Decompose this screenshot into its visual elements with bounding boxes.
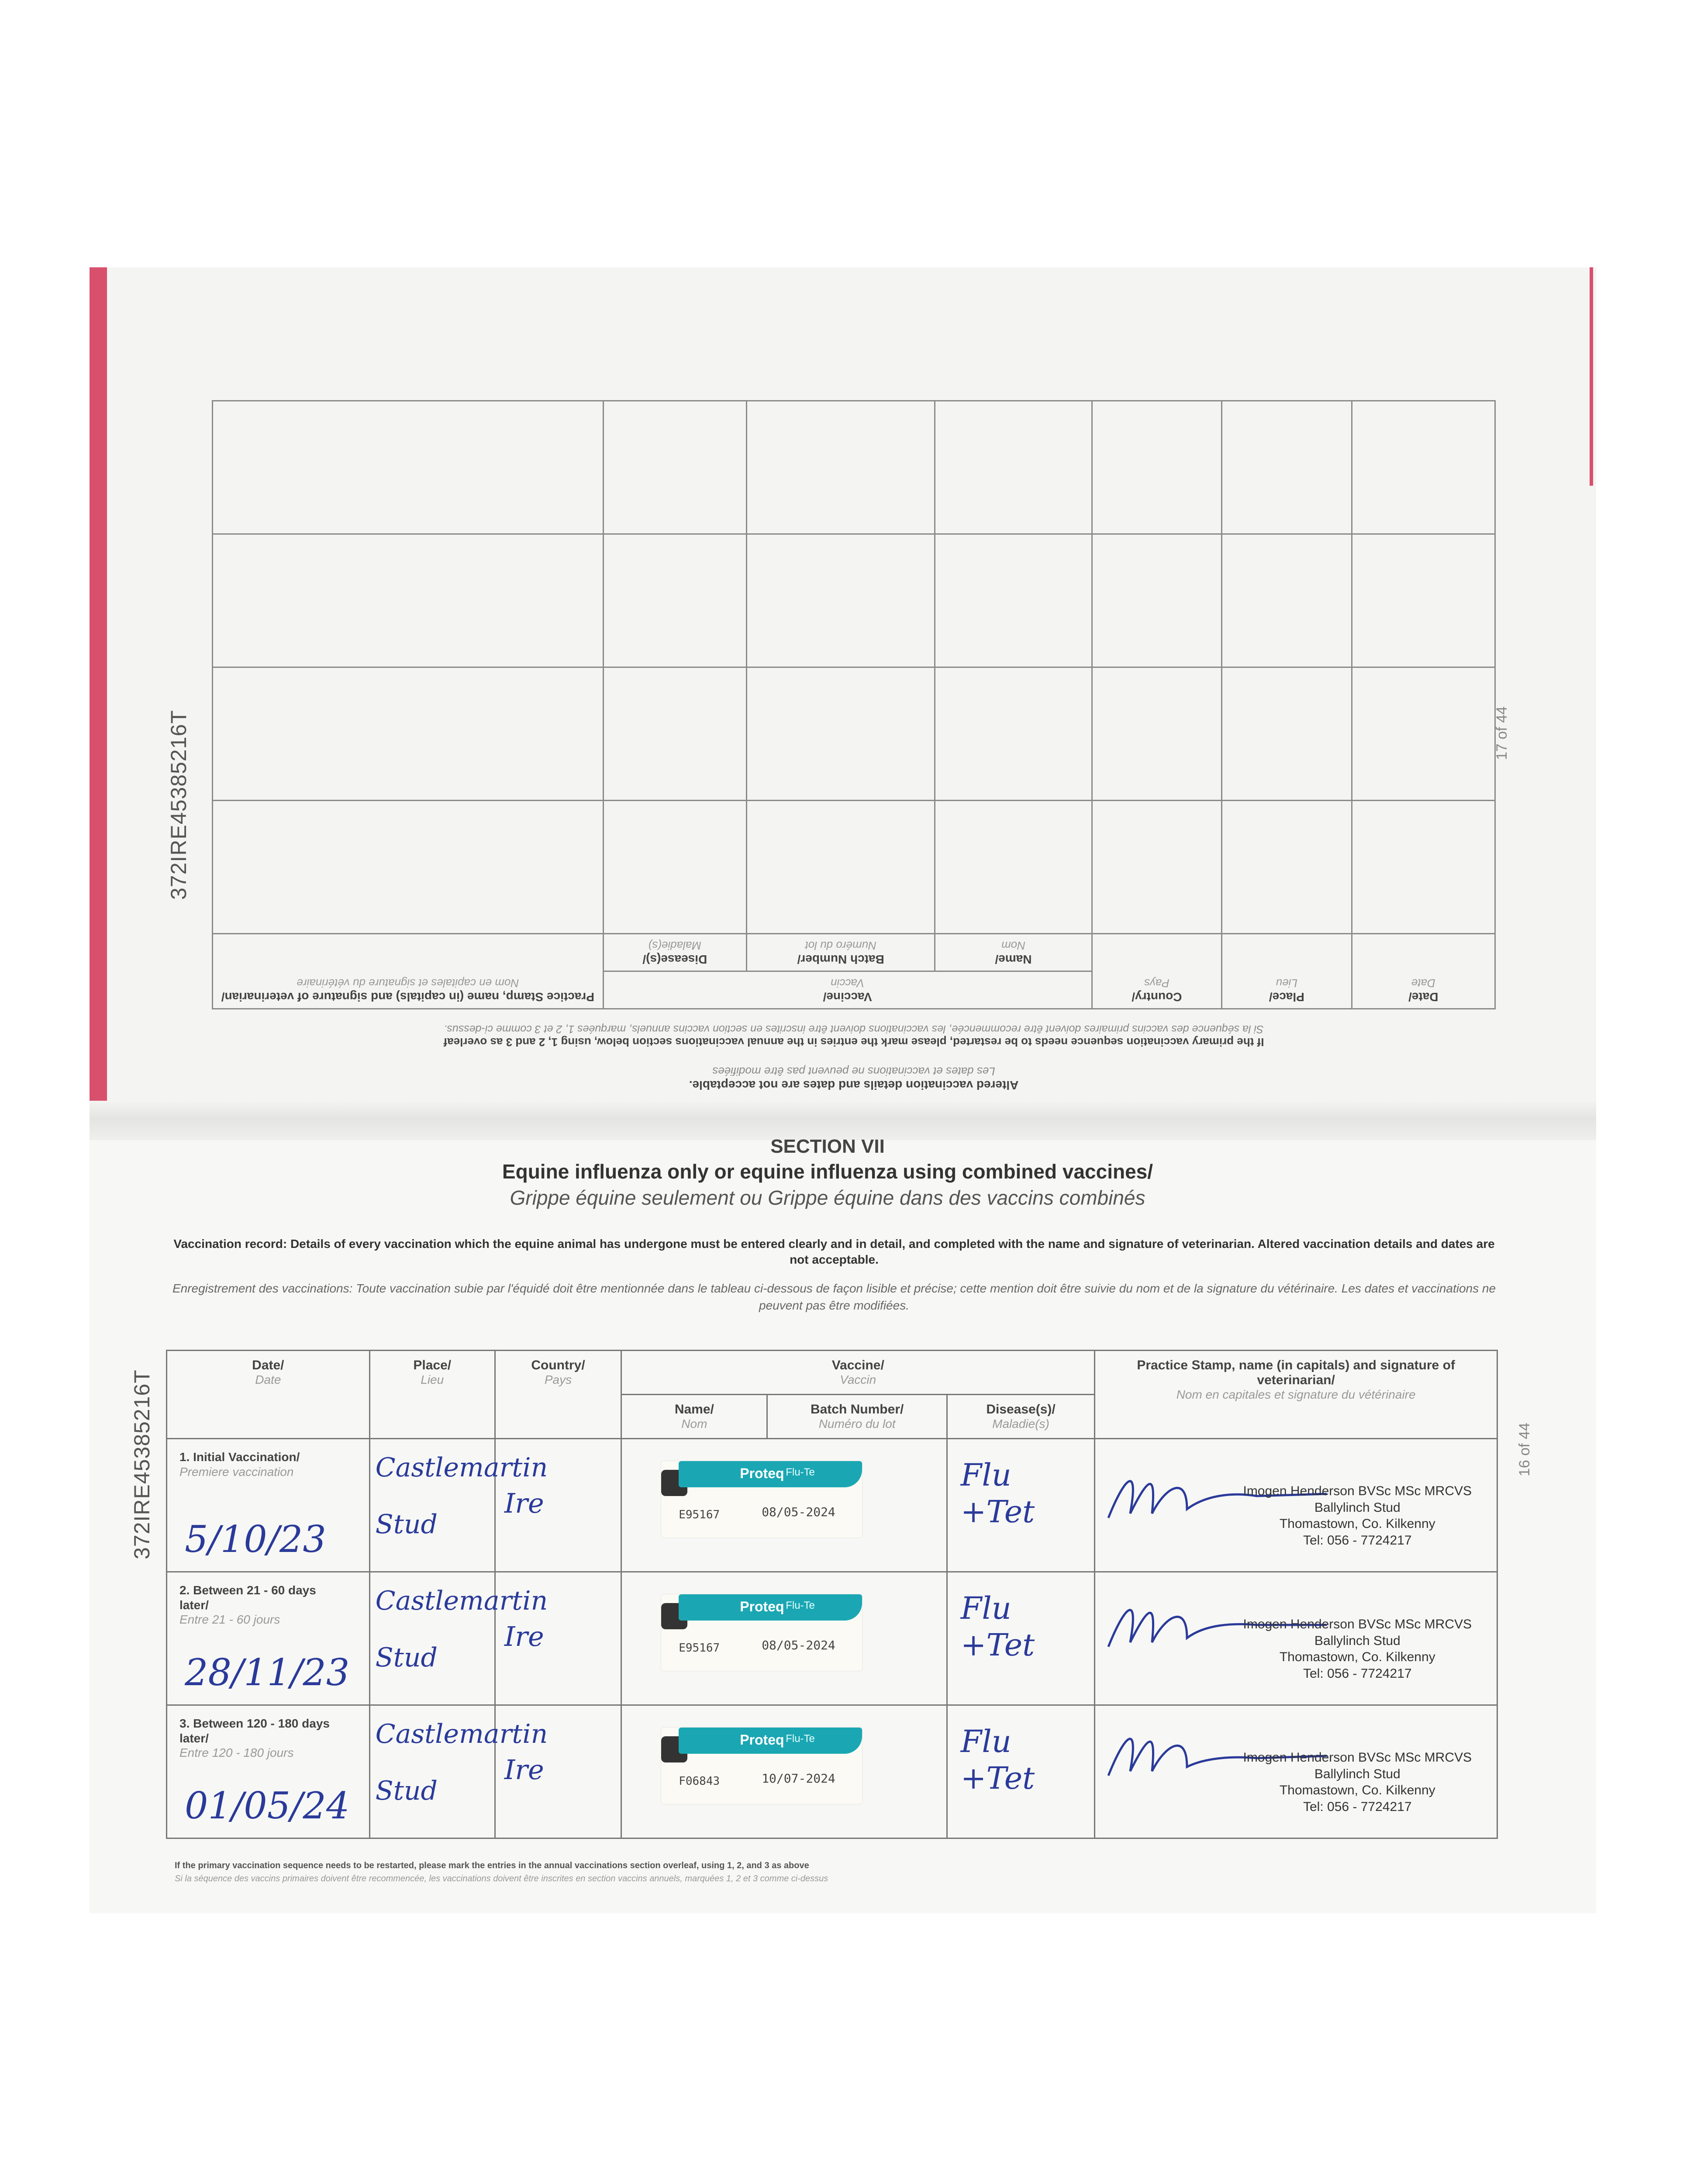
country-cell (495, 1705, 621, 1838)
vet-name: Imogen Henderson BVSc MSc MRCVS (1243, 1750, 1472, 1765)
step-label: 1. Initial Vaccination/ Premiere vaccination (179, 1450, 300, 1479)
vaccine-sticker-cell (621, 1439, 947, 1572)
col-vaccine: Vaccine/ Vaccin (621, 1351, 1095, 1395)
col-disease: Disease(s)/ Maladie(s) (947, 1395, 1094, 1439)
upside-col-place: Place/ Lieu (1222, 934, 1352, 1009)
record-intro: Vaccination record: Details of every vaccination which the equine animal has undergone must be entered clearly and in detail, and completed with the name and signature of veterinarian. Altered vaccination details and dates are not acceptable. (173, 1237, 1495, 1267)
sticker-lot: E95167 (679, 1508, 720, 1521)
upside-content (207, 400, 1496, 1092)
date-cell (167, 1439, 370, 1572)
upside-altered-note-fr: Les dates et vaccinations ne peuvent pas être modifiées (712, 1065, 995, 1078)
passport-cover-edge-right (1590, 267, 1593, 486)
vet-practice: Ballylinch Stud (1314, 1766, 1401, 1781)
disease-cell (947, 1439, 1094, 1572)
vaccine-sticker (661, 1728, 862, 1804)
handwritten-place: Castlemartin (375, 1452, 548, 1483)
table-row (167, 1572, 1497, 1705)
handwritten-date: 28/11/23 (185, 1651, 350, 1694)
passport-cover-edge (90, 267, 107, 1127)
upside-col-country: Country/ Pays (1092, 934, 1222, 1009)
sticker-brand: Proteq (740, 1465, 784, 1481)
upside-row (213, 534, 1495, 667)
handwritten-place-2: Stud (375, 1509, 438, 1540)
vet-address: Thomastown, Co. Kilkenny (1279, 1517, 1435, 1531)
passport-spine (90, 1101, 1596, 1140)
col-batch: Batch Number/ Numéro du lot (767, 1395, 947, 1439)
vaccine-sticker (661, 1594, 862, 1671)
sticker-expiry: 08/05-2024 (762, 1638, 835, 1652)
vet-tel: Tel: 056 - 7724217 (1303, 1799, 1412, 1814)
date-cell (167, 1705, 370, 1838)
upside-down-page (90, 267, 1596, 1127)
disease-cell (947, 1705, 1094, 1838)
col-name: Name/ Nom (621, 1395, 767, 1439)
handwritten-disease: Flu +Tet (960, 1457, 1035, 1530)
record-intro-fr: Enregistrement des vaccinations: Toute vaccination subie par l'équidé doit être mentionnée dans le tableau ci-dessous de façon lisible et précise; cette mention doit être suivie du nom et de la signature du vétérinaire. Les dates et vaccinations ne peuvent pas être modifiées. (172, 1282, 1496, 1313)
upside-notes (212, 1023, 1496, 1092)
upside-col-batch: Batch Number/ Numéro du lot (747, 934, 935, 971)
upside-altered-note: Altered vaccination details and dates are not acceptable. (689, 1078, 1019, 1092)
vet-practice: Ballylinch Stud (1314, 1500, 1401, 1515)
sticker-expiry: 08/05-2024 (762, 1505, 835, 1519)
page-number-16: 16 of 44 (1516, 1423, 1533, 1476)
handwritten-country: Ire (504, 1621, 544, 1652)
sticker-brand-sub: Flu-Te (786, 1466, 815, 1478)
handwritten-disease: Flu +Tet (960, 1724, 1035, 1796)
vaccine-sticker-cell (621, 1572, 947, 1705)
sticker-lot: E95167 (679, 1641, 720, 1655)
vet-practice: Ballylinch Stud (1314, 1633, 1401, 1648)
handwritten-place: Castlemartin (375, 1586, 548, 1616)
table-row (167, 1439, 1497, 1572)
upside-row (213, 801, 1495, 934)
footnote-fr: Si la séquence des vaccins primaires doivent être recommencée, les vaccinations doivent être inscrites en section vaccins annuels, marquées 1, 2 et 3 comme ci-dessus (175, 1874, 828, 1883)
passport-page-17 (90, 267, 1596, 1127)
vet-stamp (1235, 1749, 1480, 1815)
section-subtitle-fr: Grippe équine seulement ou Grippe équine dans des vaccins combinés (510, 1186, 1145, 1209)
country-cell (495, 1439, 621, 1572)
col-stamp: Practice Stamp, name (in capitals) and signature of veterinarian/ Nom en capitales et signature du vétérinaire (1095, 1351, 1497, 1439)
sticker-expiry: 10/07-2024 (762, 1771, 835, 1786)
sticker-brand-sub: Flu-Te (786, 1733, 815, 1745)
vet-address: Thomastown, Co. Kilkenny (1279, 1783, 1435, 1797)
handwritten-disease: Flu +Tet (960, 1590, 1035, 1663)
col-place: Place/ Lieu (369, 1351, 495, 1439)
handwritten-country: Ire (504, 1754, 544, 1786)
upside-row (213, 401, 1495, 534)
col-date: Date/ Date (167, 1351, 370, 1439)
vaccination-table (166, 1350, 1498, 1839)
footnote: If the primary vaccination sequence needs to be restarted, please mark the entries in the annual vaccinations section overleaf, using 1, 2, and 3 as above (175, 1861, 809, 1870)
handwritten-place-2: Stud (375, 1642, 438, 1673)
sticker-brand: Proteq (740, 1599, 784, 1614)
sticker-brand-sub: Flu-Te (786, 1600, 815, 1611)
stamp-cell (1095, 1439, 1497, 1572)
vet-stamp (1235, 1483, 1480, 1548)
passport-id-top: 372IRE45385216T (166, 710, 191, 900)
vet-name: Imogen Henderson BVSc MSc MRCVS (1243, 1484, 1472, 1498)
handwritten-date: 5/10/23 (185, 1518, 326, 1561)
sticker-lot: F06843 (679, 1775, 720, 1788)
handwritten-date: 01/05/24 (185, 1784, 350, 1827)
upside-row (213, 667, 1495, 801)
stamp-cell (1095, 1572, 1497, 1705)
country-cell (495, 1572, 621, 1705)
handwritten-place: Castlemartin (375, 1719, 548, 1749)
vet-stamp (1235, 1616, 1480, 1682)
section-subtitle: Equine influenza only or equine influenza using combined vaccines/ (502, 1160, 1153, 1183)
page-number-17: 17 of 44 (1494, 706, 1510, 760)
upside-col-disease: Disease(s)/ Maladie(s) (603, 934, 746, 971)
vaccine-sticker (661, 1461, 862, 1538)
vet-address: Thomastown, Co. Kilkenny (1279, 1650, 1435, 1664)
upside-col-stamp: Practice Stamp, name (in capitals) and signature of veterinarian/ Nom en capitales et signature du vétérinaire (213, 934, 604, 1009)
step-label: 2. Between 21 - 60 days later/ Entre 21 - 60 jours (179, 1583, 316, 1627)
section-title: SECTION VII (770, 1136, 885, 1157)
vet-tel: Tel: 056 - 7724217 (1303, 1533, 1412, 1548)
vet-tel: Tel: 056 - 7724217 (1303, 1666, 1412, 1681)
col-country: Country/ Pays (495, 1351, 621, 1439)
passport-id-bottom: 372IRE45385216T (130, 1369, 154, 1559)
vaccine-sticker-cell (621, 1705, 947, 1838)
table-row (167, 1705, 1497, 1838)
date-cell (167, 1572, 370, 1705)
step-label: 3. Between 120 - 180 days later/ Entre 120 - 180 jours (179, 1717, 330, 1760)
upside-restart-note-fr: Si la séquence des vaccins primaires doivent être recommencée, les vaccinations doivent être inscrites en section vaccins annuels, marquées 1, 2 et 3 comme ci-dessus. (444, 1023, 1264, 1035)
handwritten-country: Ire (504, 1487, 544, 1519)
upside-restart-note: If the primary vaccination sequence needs to be restarted, please mark the entries in the annual vaccinations section below, using 1, 2 and 3 as overleaf (443, 1036, 1264, 1049)
vet-name: Imogen Henderson BVSc MSc MRCVS (1243, 1617, 1472, 1631)
handwritten-place-2: Stud (375, 1776, 438, 1806)
stamp-cell (1095, 1705, 1497, 1838)
upside-col-date: Date/ Date (1352, 934, 1495, 1009)
disease-cell (947, 1572, 1094, 1705)
upside-vaccination-table (212, 400, 1496, 1009)
sticker-brand: Proteq (740, 1732, 784, 1748)
upside-col-name: Name/ Nom (935, 934, 1092, 971)
upside-col-vaccine: Vaccine/ Vaccin (603, 971, 1092, 1009)
